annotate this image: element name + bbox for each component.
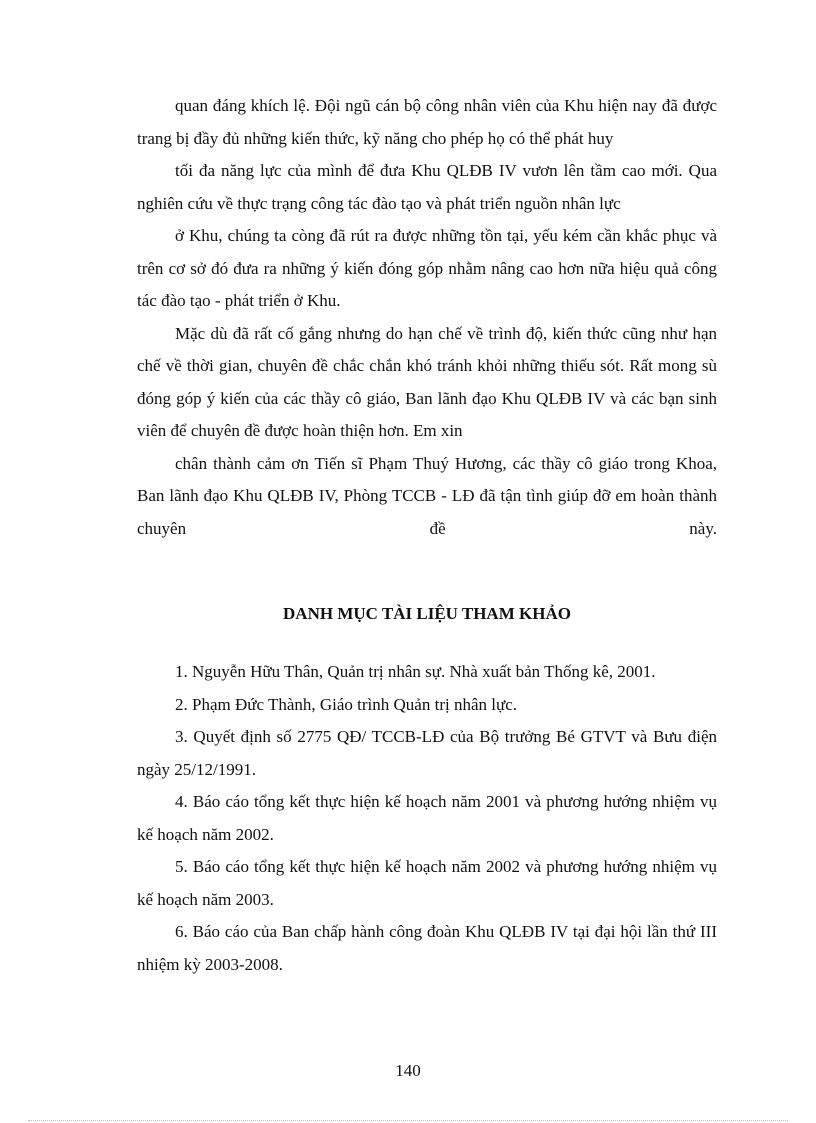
paragraph: quan đáng khích lệ. Đội ngũ cán bộ công nhân viên của Khu hiện nay đã được trang bị đầy đủ những kiến thức, kỹ năng cho phép họ có thể phát huy xyxy=(137,96,717,148)
reference-item: 6. Báo cáo của Ban chấp hành công đoàn Khu QLĐB IV tại đại hội lần thứ III nhiệm kỳ 2003-2008. xyxy=(137,922,717,974)
page-number: 140 xyxy=(395,1061,421,1080)
reference-item: 3. Quyết định số 2775 QĐ/ TCCB-LĐ của Bộ trưởng Bé GTVT và Bưu điện ngày 25/12/1991. xyxy=(137,727,717,779)
references-heading: DANH MỤC TÀI LIỆU THAM KHẢO xyxy=(283,604,571,623)
reference-item: 5. Báo cáo tổng kết thực hiện kế hoạch năm 2002 và phương hướng nhiệm vụ kế hoạch năm 2003. xyxy=(137,857,717,909)
references-list xyxy=(137,656,717,981)
reference-item: 4. Báo cáo tổng kết thực hiện kế hoạch năm 2001 và phương hướng nhiệm vụ kế hoạch năm 2002. xyxy=(137,792,717,844)
reference-item: 2. Phạm Đức Thành, Giáo trình Quản trị nhân lực. xyxy=(175,694,517,714)
paragraph: tối đa năng lực của mình để đưa Khu QLĐB IV vươn lên tầm cao mới. Qua nghiên cứu về thực trạng công tác đào tạo và phát triển nguồn nhân lực xyxy=(137,161,717,213)
body-text xyxy=(137,90,717,545)
paragraph: ở Khu, chúng ta còng đã rút ra được những tồn tại, yếu kém cần khắc phục và trên cơ sở đó đưa ra những ý kiến đóng góp nhằm nâng cao hơn nữa hiệu quả công tác đào tạo - phát triển ở Khu. xyxy=(137,226,717,310)
footer-divider xyxy=(28,1120,788,1121)
paragraph: chân thành cảm ơn Tiến sĩ Phạm Thuý Hương, các thầy cô giáo trong Khoa, Ban lãnh đạo Khu QLĐB IV, Phòng TCCB - LĐ đã tận tình giúp đỡ em hoàn thành chuyên đề này. xyxy=(137,453,717,538)
paragraph: Mặc dù đã rất cố gắng nhưng do hạn chế về trình độ, kiến thức cũng như hạn chế về thời gian, chuyên đề chắc chắn khó tránh khỏi những thiếu sót. Rất mong sù đóng góp ý kiến của các thầy cô giáo, Ban lãnh đạo Khu QLĐB IV và các bạn sinh viên để chuyên đề được hoàn thiện hơn. Em xin xyxy=(137,323,717,440)
reference-item: 1. Nguyễn Hữu Thân, Quản trị nhân sự. Nhà xuất bản Thống kê, 2001. xyxy=(175,662,656,681)
